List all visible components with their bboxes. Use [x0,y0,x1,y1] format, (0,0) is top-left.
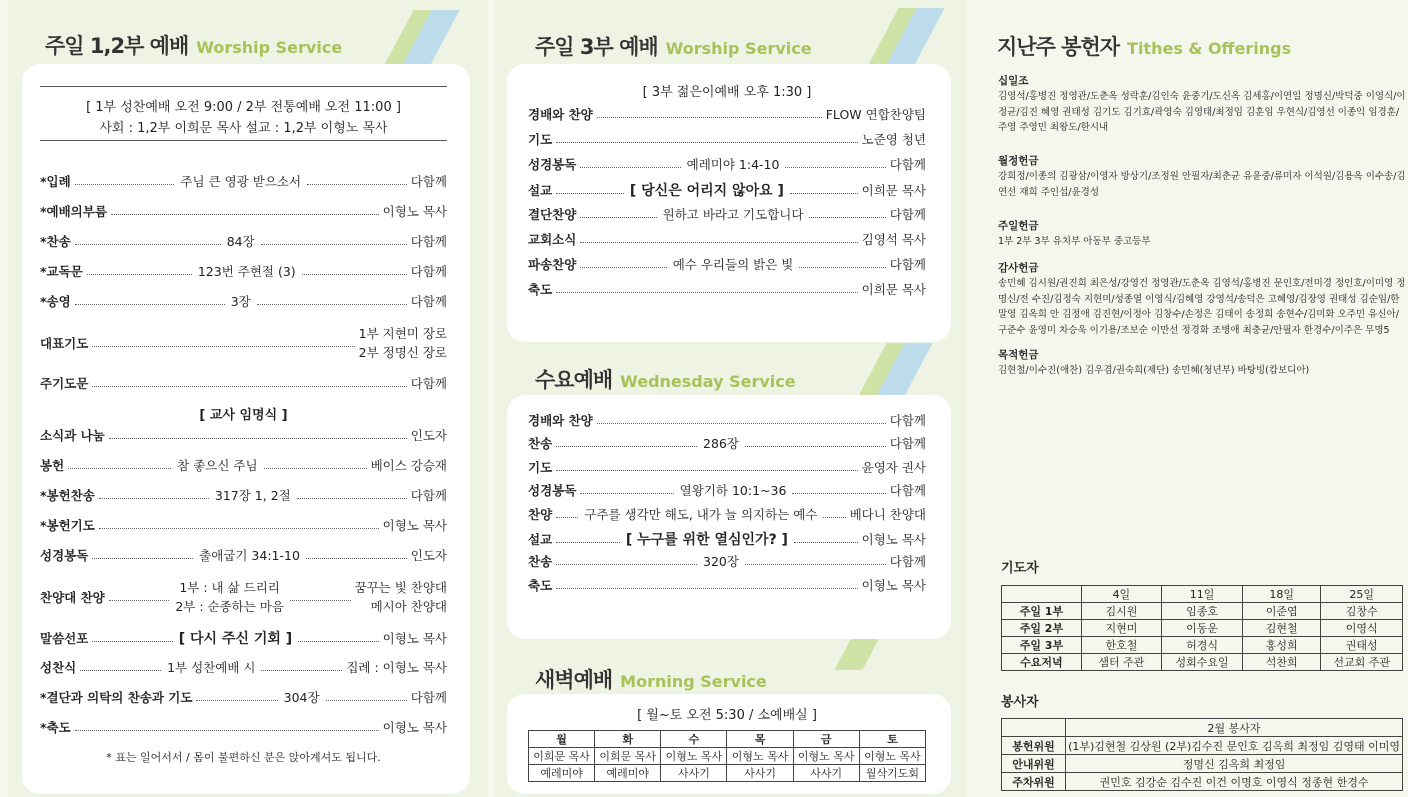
prayer-header-row [1002,586,1403,603]
row-right: 이형노 목사 [861,532,926,547]
morning-text: 사사기 [661,765,727,782]
leader-dots [257,304,407,305]
row-label: *찬송 [40,234,71,249]
section-title-text: 새벽예배 [535,668,613,692]
leader-dots [799,267,885,268]
row-right: 이형노 목사 [382,204,447,219]
row-middle: 286장 [703,436,739,451]
giver-group-heading: 목적헌금 [998,349,1039,361]
row-label: 성경봉독 [528,157,577,172]
leader-dots [556,470,857,471]
leader-dots [92,558,193,559]
service-row [40,658,447,676]
section-title-text: 지난주 봉헌자 [997,35,1120,59]
row-right: 다함께 [889,413,926,428]
service-row [528,155,926,173]
leader-dots [556,564,697,565]
row-label: 축도 [528,282,553,297]
morning-text: 사사기 [727,765,793,782]
leader-dots [109,600,170,601]
service-table [1001,718,1403,791]
service-row [528,180,926,200]
morning-text-row [529,765,926,782]
row-right: 다함께 [410,376,447,391]
leader-dots [306,558,407,559]
row-label: 찬송 [528,436,553,451]
service-row [40,426,447,444]
morning-day: 월 [529,731,595,748]
row-label: 기도 [528,132,553,147]
prayer-cell: 이준엽 [1243,603,1321,620]
prayer-row [1002,637,1403,654]
section-title-text: 수요예배 [535,368,613,392]
morning-leader: 이희문 목사 [529,748,595,765]
prayer-row [1002,603,1403,620]
leader-dots [196,700,277,701]
section-title-text: 주일 3부 예배 [535,35,658,59]
row-label: 찬양대 찬양 [40,590,105,605]
leader-dots [302,274,407,275]
prayer-cell: 허경식 [1161,637,1242,654]
footnote: * 표는 일어서서 / 몸이 불편하신 분은 앉아계셔도 됩니다. [106,751,381,764]
divider [40,140,447,141]
leader-dots [556,292,857,293]
row-right: 다함께 [410,174,447,189]
row-middle: 317장 1, 2절 [214,488,291,503]
section-title-en: Worship Service [196,38,343,57]
row-middle: 1부 성찬예배 시 [167,660,256,675]
prayer-cell: 이영식 [1321,620,1403,637]
row-right: 집례 : 이형노 목사 [346,660,448,675]
leader-dots [556,446,697,447]
row-middle: 예수 우리들의 밝은 빛 [672,257,794,272]
leader-dots [75,244,221,245]
morning-text: 예레미야 [595,765,661,782]
service-row [528,280,926,298]
row-right-line: 1부 지현미 장로 [358,326,447,341]
morning-leader: 이희문 목사 [595,748,661,765]
row-right: 노준영 청년 [861,132,926,147]
row-label: 교회소식 [528,232,577,247]
prayer-cell: 김현철 [1243,620,1321,637]
row-label: 성경봉독 [528,483,577,498]
giver-group-names: 김영석/홍병진 정영관/도춘옥 성락훈/김인숙 윤중기/도신옥 김세홍/이연일 정명신/박덕중 이영식/이정균/김진 혜영 권태성 김기도 김기효/곽영숙 김영태/최정임 김훈임 우현식/김영선 이종익 임경훈/주영 주영민 최왕도/한시내 [998,91,1406,133]
divider [40,86,447,87]
service-names: 권민호 김강순 김수진 이건 이명호 이영식 정종현 한경수 [1066,773,1403,791]
row-label: *봉헌찬송 [40,488,95,503]
leader-dots [75,184,175,185]
row-middle-line: 2부 : 순종하는 마음 [175,599,284,614]
row-label: 대표기도 [40,336,89,351]
prayer-cell: 한호철 [1081,637,1161,654]
prayer-cell: 주일 2부 [1002,620,1082,637]
service-row [40,202,447,220]
row-label: 경배와 찬양 [528,107,593,122]
leader-dots [111,214,379,215]
row-label: *축도 [40,720,71,735]
prayer-cell: 김시원 [1081,603,1161,620]
row-label: *결단과 의탁의 찬송과 기도 [40,690,193,705]
leader-dots [87,274,192,275]
leader-dots [556,142,857,143]
giver-group-heading: 감사헌금 [998,262,1039,274]
row-label: 찬양 [528,507,553,522]
prayer-col-head: 18일 [1243,586,1321,603]
row-middle: 84장 [226,234,255,249]
section-title-en: Tithes & Offerings [1127,39,1292,58]
row-right: 다함께 [410,294,448,309]
leader-dots [792,493,885,494]
morning-day: 화 [595,731,661,748]
row-middle: 원하고 바라고 기도합니다 [662,207,804,222]
morning-table [528,730,926,782]
row-middle: 예레미야 1:4-10 [686,157,780,172]
row-label: 축도 [528,578,553,593]
leader-dots [298,641,378,642]
morning-leader: 이형노 목사 [859,748,925,765]
morning-leader-row [529,748,926,765]
row-right: 이희문 목사 [861,282,926,297]
row-right [355,578,447,616]
service-row [40,516,447,534]
prayer-cell: 권태성 [1321,637,1403,654]
row-right: 이형노 목사 [382,631,448,646]
service-title: 봉사자 [1001,695,1039,710]
leader-dots [580,167,680,168]
service-row [40,374,447,392]
row-label: 주기도문 [40,376,89,391]
leader-dots [556,517,578,518]
service-row [40,456,447,474]
service-head: 2월 봉사자 [1066,719,1403,737]
row-right-line: 꿈꾸는 빛 찬양대 [354,580,447,595]
service-row [528,130,926,148]
row-right: 다함께 [889,483,926,498]
section-title-en: Wednesday Service [620,372,796,391]
leader-dots [809,217,885,218]
service-role: 안내위원 [1002,755,1066,773]
row-right: 다함께 [889,207,927,222]
service-corner [1002,719,1066,737]
leader-dots [261,244,407,245]
leader-dots [785,167,885,168]
morning-leader: 이형노 목사 [727,748,793,765]
row-label: 결단찬양 [528,207,577,222]
row-right: 이희문 목사 [861,183,926,198]
row-right-line: 메시아 찬양대 [370,599,447,614]
service-row [40,292,447,310]
section-title-offerings [997,31,1291,61]
row-right: 다함께 [410,488,448,503]
prayer-row [1002,654,1403,671]
leader-dots [580,267,666,268]
service-row [40,628,447,648]
leader-dots [556,588,857,589]
prayer-cell: 김창수 [1321,603,1403,620]
leader-dots [823,517,845,518]
leader-dots [75,304,225,305]
row-middle: 참 좋으신 주님 [177,458,258,473]
row-right: 인도자 [410,548,447,563]
header-line2: 사회 : 1,2부 이희문 목사 설교 : 1,2부 이형노 목사 [99,121,388,136]
service-row [528,105,926,123]
section-title-text: 주일 1,2부 예배 [45,34,189,58]
row-right: 이형노 목사 [382,518,447,533]
leader-dots [261,670,342,671]
leader-dots [297,498,407,499]
giver-group-names: 송민혜 김시원/권진희 최은성/강영건 정영관/도춘옥 김영석/홍병진 문인호/전미경 정인호/이미영 정명신/전 수진/김정숙 지현미/성종열 이영식/김혜영 강영석/송덕은 고혜영/김장영 권태성 김순임/한말영 김옥희 안 김정애 김진현/이정아 김창수/손정은 김태이 송정희 송현수/김미화 오주민 유신아/구준수 윤영미 차승욱 이기용/조보순 이만선 정경화 조병애 최충균/안필자 한경수/이주은 무명5 [998,278,1406,336]
row-right: 이형노 목사 [861,578,926,593]
row-label: 파송찬양 [528,257,577,272]
prayer-col-head: 25일 [1321,586,1403,603]
row-label: 성경봉독 [40,548,89,563]
leader-dots [290,600,351,601]
prayer-cell: 수요저녁 [1002,654,1082,671]
giver-group-names: 강희정/이종의 김광삼/이영자 방상기/조정원 안필자/최춘균 유윤중/류미자 이석원/김용옥 이수송/김연선 재희 주인섭/윤경성 [998,171,1406,198]
header-morning: [ 월~토 오전 5:30 / 소예배실 ] [637,708,817,723]
service-row [1002,773,1403,791]
leader-dots [264,468,367,469]
morning-text: 예레미야 [529,765,595,782]
section-title-sunday3 [535,31,812,61]
service-row [40,324,447,362]
leader-dots [99,528,379,529]
service-row [40,172,447,190]
leader-dots [92,346,354,347]
prayer-cell: 이동운 [1161,620,1242,637]
leader-dots [794,542,858,543]
prayer-col-head: 11일 [1161,586,1242,603]
row-label: 설교 [528,183,553,198]
morning-text: 월삭기도회 [859,765,925,782]
row-label: *봉헌기도 [40,518,95,533]
row-middle: [ 당신은 어리지 않아요 ] [629,183,784,199]
leader-dots [745,446,886,447]
leader-dots [580,242,857,243]
row-middle [173,578,286,616]
prayer-col-head [1002,586,1082,603]
row-right: 인도자 [410,428,447,443]
service-row [40,232,447,250]
row-label: *예배의부름 [40,204,107,219]
prayer-table [1001,585,1403,671]
service-row [528,434,926,452]
section-title-wed [535,364,796,394]
service-row [40,688,447,706]
prayer-title: 기도자 [1001,561,1039,576]
leader-dots [109,438,407,439]
row-middle: [ 누구를 위한 열심인가? ] [625,532,788,548]
service-row [528,552,926,570]
header-line1: [ 1부 성찬예배 오전 9:00 / 2부 전통예배 오전 11:00 ] [86,100,401,115]
row-middle-line: 1부 : 내 삶 드리리 [179,580,280,595]
row-label: *입례 [40,174,71,189]
prayer-row [1002,620,1403,637]
prayer-cell: 샘터 주관 [1081,654,1161,671]
row-right: 다함께 [410,234,447,249]
service-row [528,255,926,273]
service-row [528,576,926,594]
leader-dots [597,117,822,118]
section-title-sunday12 [45,30,342,60]
leader-dots [75,730,379,731]
row-label: *교독문 [40,264,83,279]
prayer-cell: 지현미 [1081,620,1161,637]
leader-dots [92,386,406,387]
prayer-cell: 성회수요일 [1161,654,1242,671]
service-row [528,505,926,523]
service-row [528,529,926,549]
section-title-morning [535,664,767,694]
prayer-col-head: 4일 [1081,586,1161,603]
leader-dots [326,700,407,701]
prayer-cell: 선교회 주관 [1321,654,1403,671]
morning-day: 수 [661,731,727,748]
morning-day: 토 [859,731,925,748]
leader-dots [307,184,407,185]
row-right: 다함께 [889,554,927,569]
service-role: 봉헌위원 [1002,737,1066,755]
leader-dots [745,564,886,565]
row-right: 다함께 [410,264,447,279]
giver-group-heading: 월정헌금 [998,155,1039,167]
row-middle: 123번 주현절 (3) [197,264,296,279]
row-right: 베다니 찬양대 [849,507,926,522]
leader-dots [556,193,624,194]
ceremony-label: [ 교사 임명식 ] [199,408,288,423]
leader-dots [68,468,171,469]
row-label: 찬송 [528,554,553,569]
giver-group-names: 1부 2부 3부 유치부 아동부 중고등부 [998,236,1151,247]
morning-text: 사사기 [793,765,859,782]
row-middle: 열왕기하 10:1~36 [679,483,787,498]
row-middle: 출애굽기 34:1-10 [199,548,300,563]
row-middle: 320장 [703,554,739,569]
prayer-cell: 주일 3부 [1002,637,1082,654]
row-middle: 구주를 생각만 해도, 내가 늘 의지하는 예수 [584,507,818,522]
row-middle: 3장 [230,294,251,309]
row-right: 윤영자 권사 [861,460,926,475]
morning-leader: 이형노 목사 [661,748,727,765]
row-right: 김영석 목사 [861,232,926,247]
leader-dots [580,217,656,218]
service-row [40,546,447,564]
prayer-cell: 임종호 [1161,603,1242,620]
row-right [359,324,447,362]
leader-dots [556,542,620,543]
morning-header-row [529,731,926,748]
leader-dots [99,498,209,499]
row-right: 다함께 [410,690,447,705]
row-label: 소식과 나눔 [40,428,105,443]
leader-dots [92,641,172,642]
service-row [528,230,926,248]
leader-dots [790,193,858,194]
row-label: 경배와 찬양 [528,413,593,428]
leader-dots [597,423,886,424]
service-row [40,262,447,280]
row-label: 봉헌 [40,458,65,473]
row-right: 다함께 [889,257,926,272]
row-middle: [ 다시 주신 기회 ] [178,631,293,647]
section-title-en: Worship Service [665,39,812,58]
prayer-cell: 석찬희 [1243,654,1321,671]
leader-dots [80,670,161,671]
row-middle: 304장 [283,690,320,705]
service-row [1002,737,1403,755]
row-label: 말씀선포 [40,631,89,646]
giver-group-heading: 십일조 [998,75,1029,87]
row-label: 기도 [528,460,553,475]
morning-leader: 이형노 목사 [793,748,859,765]
header-sunday3: [ 3부 젊은이예배 오후 1:30 ] [642,85,812,100]
service-row [528,411,926,429]
morning-day: 금 [793,731,859,748]
service-row [40,486,447,504]
row-right-line: 2부 정명신 장로 [358,345,447,360]
prayer-cell: 주일 1부 [1002,603,1082,620]
row-right: 베이스 강승재 [370,458,447,473]
service-row [528,481,926,499]
row-label: *송영 [40,294,71,309]
service-names: (1부)김현철 김상원 (2부)김수진 문인호 김옥희 최정임 김영태 이미영 [1066,737,1403,755]
row-label: 성찬식 [40,660,77,675]
row-right: 다함께 [889,157,927,172]
prayer-cell: 홍성희 [1243,637,1321,654]
row-middle: 주님 큰 영광 받으소서 [180,174,302,189]
giver-group-names: 김현철/이수진(애찬) 김우겸/권숙희(제단) 송민혜(청년부) 바탕빙(캄보디아) [998,365,1310,376]
service-row [40,578,447,616]
section-title-en: Morning Service [620,672,767,691]
row-right: 다함께 [889,436,927,451]
row-label: 설교 [528,532,553,547]
service-row [1002,755,1403,773]
row-right: FLOW 연합찬양팀 [825,107,926,122]
leader-dots [580,493,673,494]
service-row [528,458,926,476]
service-names: 정명신 김옥희 최정임 [1066,755,1403,773]
service-row [40,718,447,736]
morning-day: 목 [727,731,793,748]
row-right: 이형노 목사 [382,720,447,735]
giver-group-heading: 주일헌금 [998,220,1039,232]
service-role: 주차위원 [1002,773,1066,791]
service-row [528,205,926,223]
service-header-row [1002,719,1403,737]
